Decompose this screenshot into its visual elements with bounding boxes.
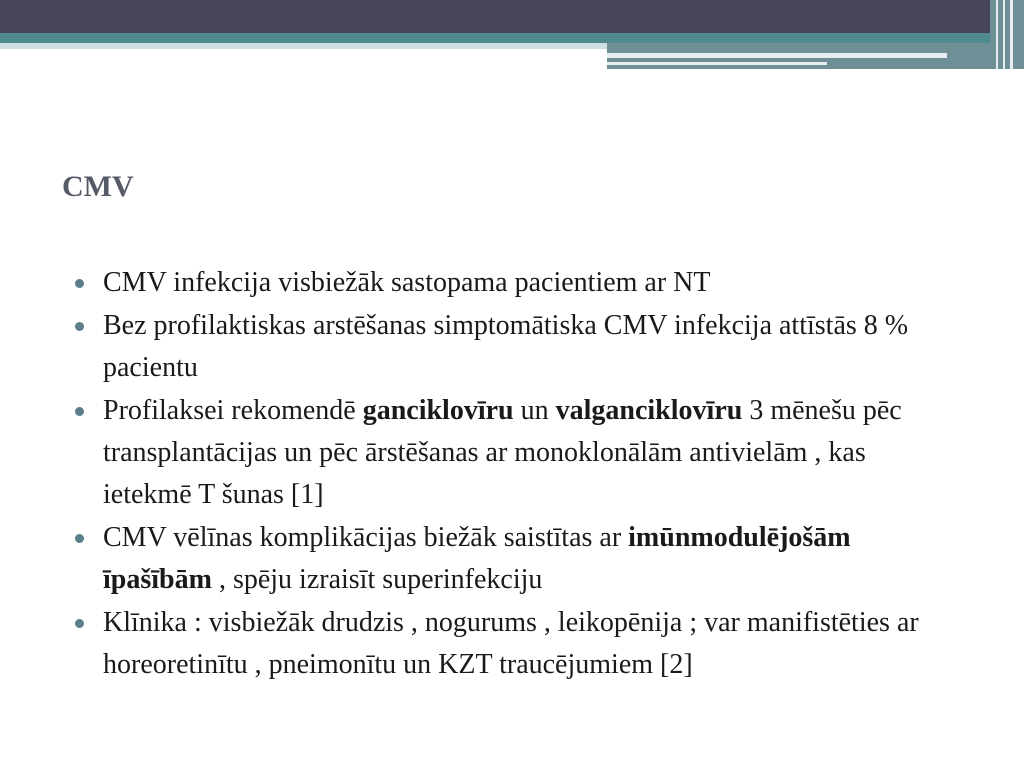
bullet-segment: Klīnika : visbiežāk drudzis , nogurums , leikopēnija ; var manifistēties ar horeoretinītu , pneimonītu un KZT traucējumiem [2] — [103, 607, 919, 680]
bullet-dot-icon — [75, 407, 84, 416]
header-light-line — [0, 43, 607, 49]
bullet-dot-icon — [75, 534, 84, 543]
decor-bar — [1010, 0, 1013, 69]
bullet-text — [103, 607, 919, 680]
bullet-segment: un — [513, 395, 556, 426]
bullet-text — [103, 310, 908, 383]
bullet-item — [73, 390, 953, 516]
bullet-emphasis: imūnmodulējošām īpašībām — [103, 522, 851, 595]
bullet-item — [73, 305, 953, 389]
decor-stripe — [607, 53, 947, 58]
decor-bar — [1003, 0, 1005, 69]
bullet-segment: , spēju izraisīt superinfekciju — [211, 564, 543, 595]
bullet-text — [103, 522, 851, 595]
bullet-list — [73, 262, 953, 687]
decor-bar — [996, 0, 998, 69]
bullet-dot-icon — [75, 322, 84, 331]
bullet-segment: CMV vēlīnas komplikācijas biežāk saistītas ar — [103, 522, 629, 553]
slide-title: CMV — [62, 170, 134, 203]
bullet-segment: Bez profilaktiskas arstēšanas simptomātiska CMV infekcija attīstās 8 % pacientu — [103, 310, 909, 383]
bullet-item — [73, 602, 953, 686]
bullet-item — [73, 262, 953, 304]
header-banner-dark — [0, 0, 1024, 33]
bullet-segment: 3 mēnešu pēc transplantācijas un pēc ārstēšanas ar monoklonālām antivielām , kas ietekmē T šunas [1] — [103, 395, 902, 510]
decor-stripe — [607, 62, 827, 65]
header-banner-teal — [0, 33, 1024, 43]
bullet-segment: Profilaksei rekomendē — [103, 395, 363, 426]
bullet-emphasis: ganciklovīru — [362, 395, 514, 426]
bullet-text — [103, 395, 902, 510]
header-right-decoration — [607, 43, 1024, 69]
bullet-text — [103, 267, 711, 298]
bullet-dot-icon — [75, 619, 84, 628]
bullet-segment: CMV infekcija visbiežāk sastopama pacientiem ar NT — [103, 267, 711, 298]
bullet-dot-icon — [75, 279, 84, 288]
header-vertical-bars — [990, 0, 1024, 69]
bullet-emphasis: valganciklovīru — [555, 395, 743, 426]
bullet-item — [73, 517, 953, 601]
